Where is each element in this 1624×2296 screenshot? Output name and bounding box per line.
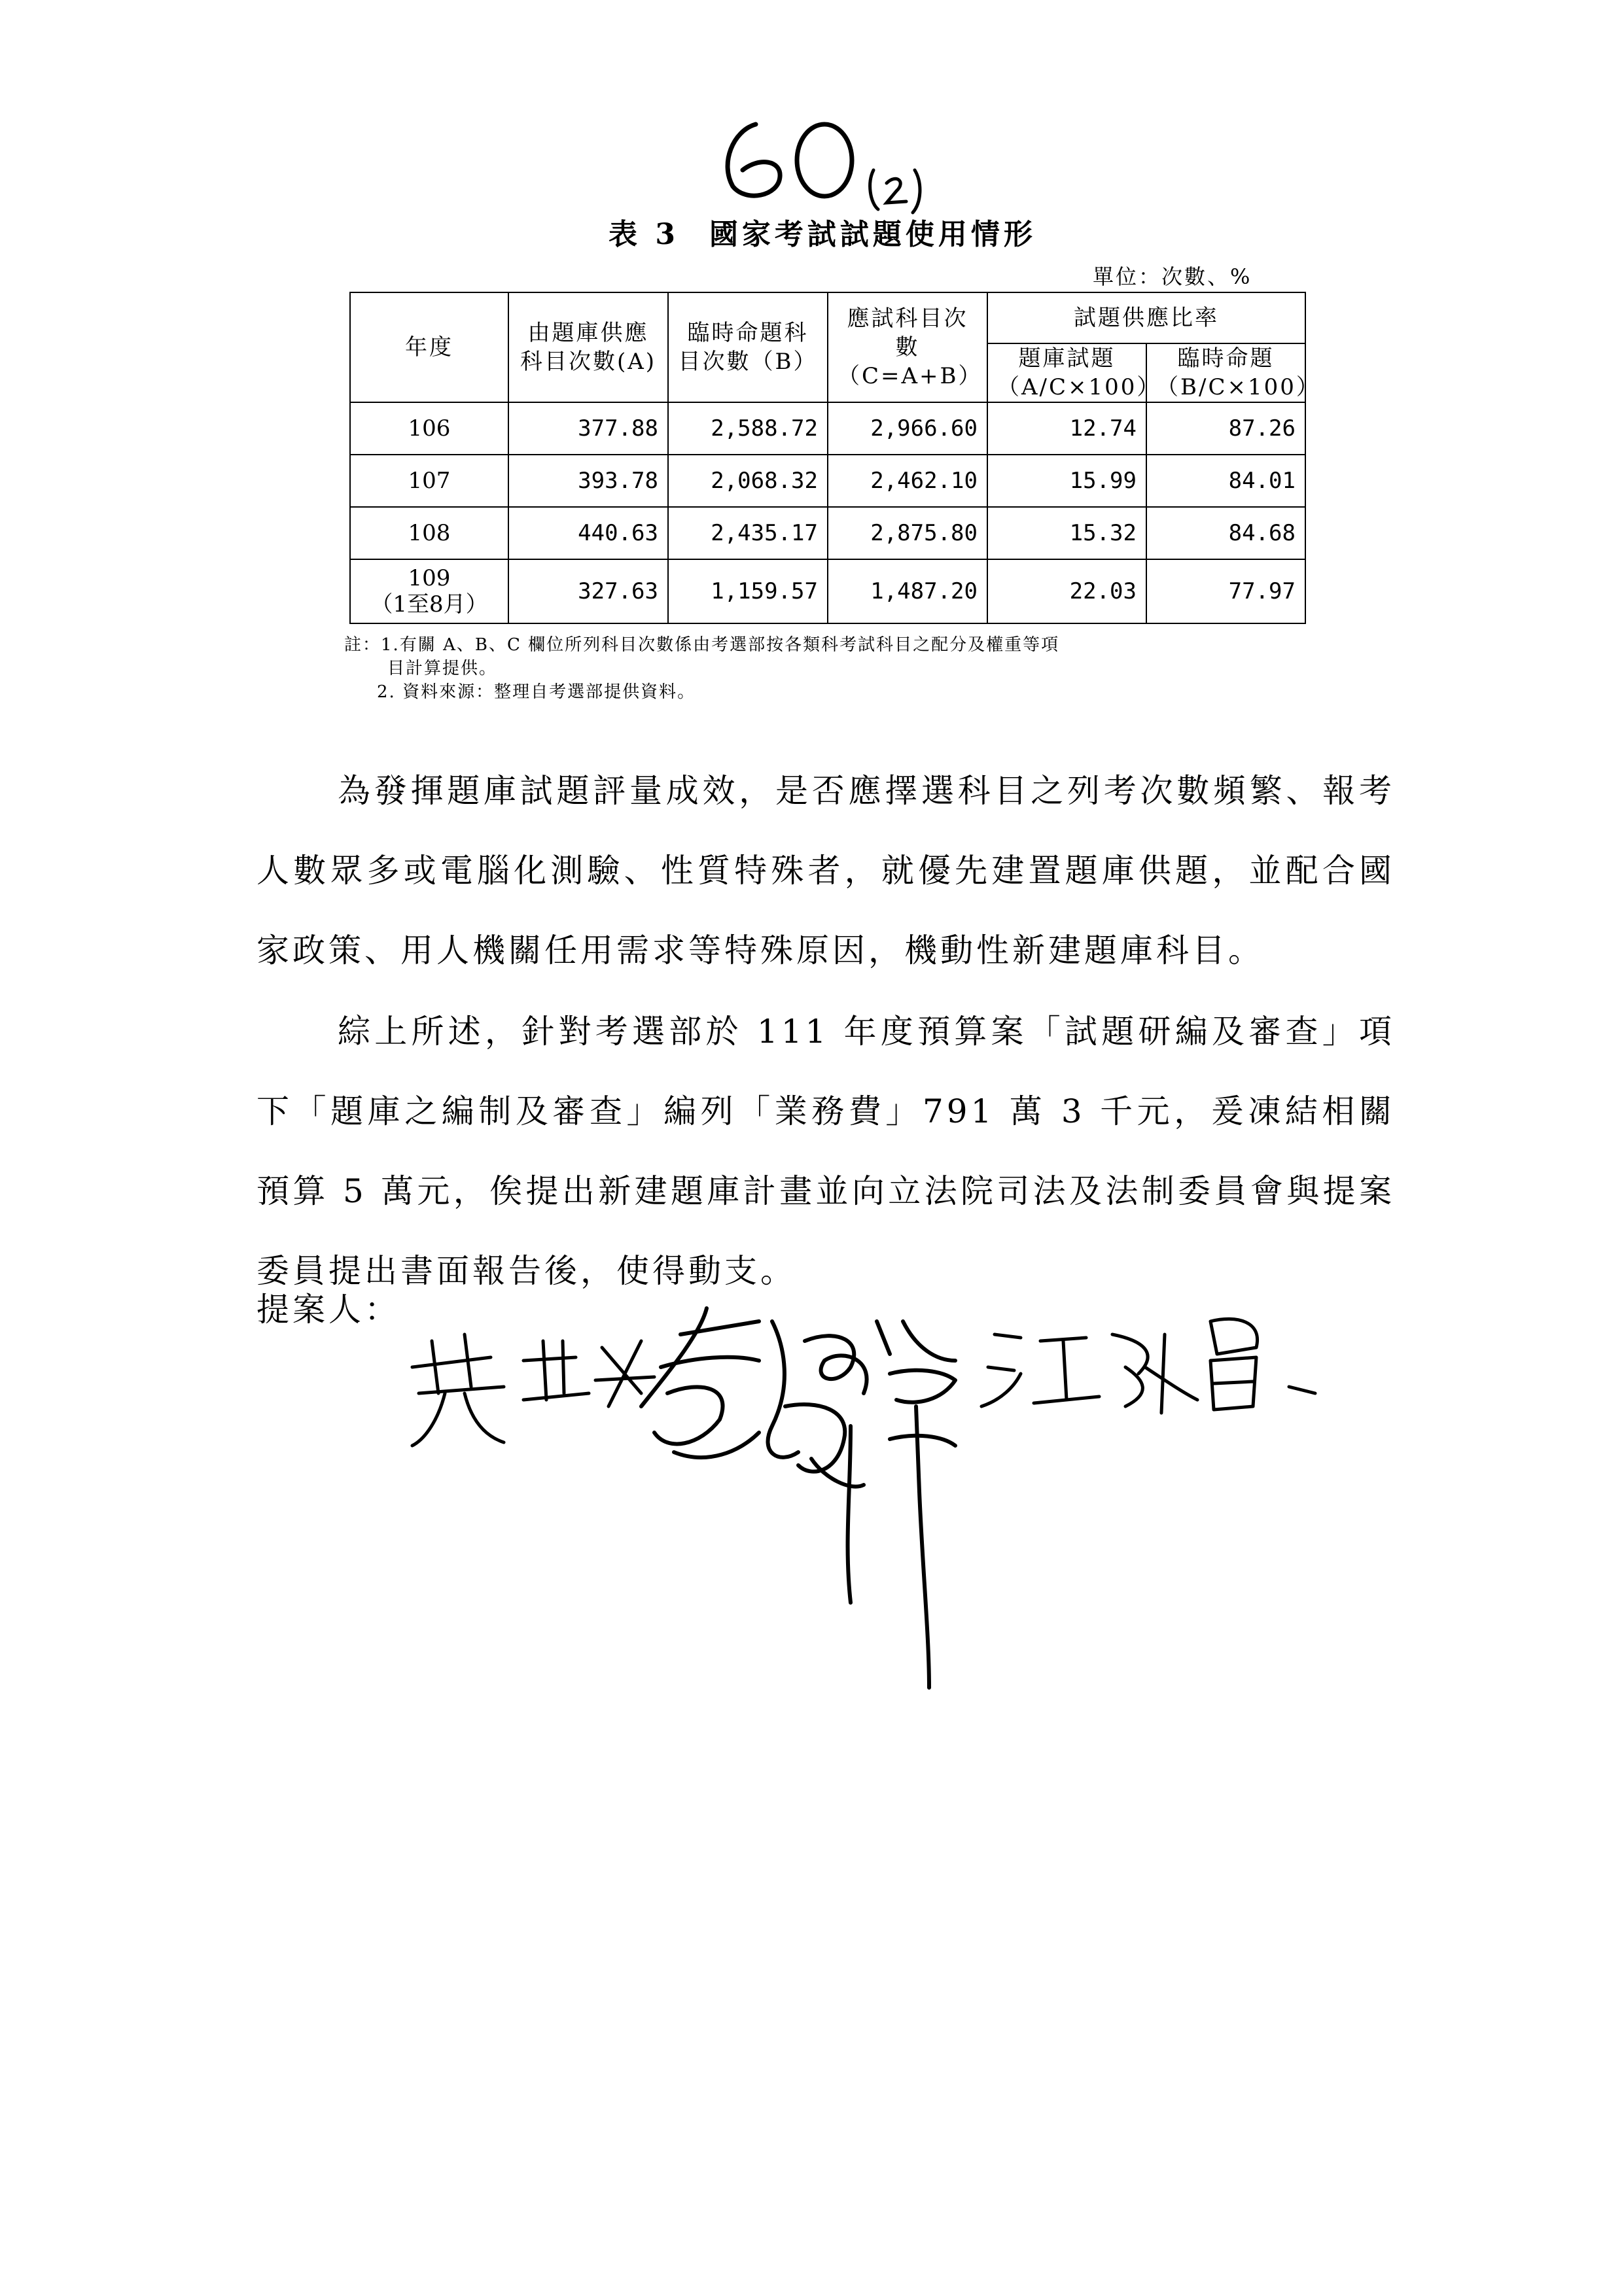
signature-3: [981, 1319, 1315, 1413]
note-1: [344, 633, 1313, 657]
signature-1: [412, 1334, 654, 1446]
header-year: 年度: [350, 292, 508, 402]
cell-bank-pct: 12.74: [987, 402, 1146, 455]
cell-year: 108: [350, 507, 508, 559]
header-adhoc: 臨時命題科目次數（B）: [668, 292, 828, 402]
table-title: [609, 211, 1036, 252]
table-row: [350, 402, 1305, 455]
cell-a: 393.78: [508, 455, 668, 507]
table-unit: 單位：次數、%: [1093, 264, 1252, 289]
cell-bank-pct: 15.99: [987, 455, 1146, 507]
cell-c: 1,487.20: [828, 559, 987, 623]
table-notes: [344, 633, 1313, 704]
cell-adhoc-pct: 87.26: [1146, 402, 1305, 455]
cell-adhoc-pct: 77.97: [1146, 559, 1305, 623]
table-row: [350, 507, 1305, 559]
cell-a: 440.63: [508, 507, 668, 559]
table-row: [350, 455, 1305, 507]
header-bank-supply: 由題庫供應科目次數(A): [508, 292, 668, 402]
header-ratio-adhoc-label: 臨時命題: [1177, 345, 1275, 372]
proposer-label: 提案人：: [256, 1291, 400, 1329]
handwritten-page-number: [707, 105, 942, 216]
cell-bank-pct: 15.32: [987, 507, 1146, 559]
body-paragraph-1: [256, 751, 1395, 990]
header-ratio-adhoc: [1146, 343, 1320, 402]
cell-b: 2,435.17: [668, 507, 828, 559]
header-ratio-adhoc-formula: （B/C×100）: [1156, 374, 1320, 400]
cell-c: 2,966.60: [828, 402, 987, 455]
paragraph-text: 綜上所述，針對考選部於 111 年度預算案「試題研編及審查」項下「題庫之編制及審查」編列「業務費」791 萬 3 千元，爰凍結相關預算 5 萬元，俟提出新建題庫計畫並向立法院司法及法制委員會與提案委員提出書面報告後，使得動支。: [256, 1013, 1395, 1290]
header-total: 應試科目次數（C=A+B）: [828, 292, 987, 402]
cell-b: 2,588.72: [668, 402, 828, 455]
header-ratio-bank: [987, 343, 1161, 402]
cell-bank-pct: 22.03: [987, 559, 1146, 623]
cell-year-note: （1至8月）: [370, 591, 488, 617]
cell-c: 2,462.10: [828, 455, 987, 507]
cell-year: 106: [350, 402, 508, 455]
cell-year: [350, 559, 508, 623]
header-ratio-group: 試題供應比率: [987, 292, 1305, 343]
cell-year: 107: [350, 455, 508, 507]
paragraph-text: 為發揮題庫試題評量成效，是否應擇選科目之列考次數頻繁、報考人數眾多或電腦化測驗、性質特殊者，就優先建置題庫供題，並配合國家政策、用人機關任用需求等特殊原因，機動性新建題庫科目。: [256, 772, 1395, 969]
note-2: 2. 資料來源：整理自考選部提供資料。: [377, 682, 696, 702]
cell-b: 2,068.32: [668, 455, 828, 507]
cell-year-value: 109: [408, 565, 451, 591]
note-1-continuation: 目計算提供。: [387, 659, 498, 678]
cell-b: 1,159.57: [668, 559, 828, 623]
cell-a: 327.63: [508, 559, 668, 623]
header-ratio-bank-label: 題庫試題: [1018, 345, 1116, 372]
note-1-prefix: 註：1.: [344, 635, 400, 655]
handwritten-signatures: [393, 1295, 1322, 1701]
cell-c: 2,875.80: [828, 507, 987, 559]
table-title-text: 國家考試試題使用情形: [709, 218, 1036, 251]
cell-adhoc-pct: 84.01: [1146, 455, 1305, 507]
exam-usage-table: [349, 292, 1320, 624]
header-ratio-bank-formula: （A/C×100）: [997, 374, 1161, 400]
note-1-text: 有關 A、B、C 欄位所列科目次數係由考選部按各類科考試科目之配分及權重等項: [399, 635, 1060, 655]
table-title-label: 表 3: [609, 218, 679, 251]
signature-2: [641, 1308, 955, 1688]
cell-a: 377.88: [508, 402, 668, 455]
table-row: [350, 559, 1305, 623]
body-paragraph-2: [256, 992, 1395, 1311]
cell-adhoc-pct: 84.68: [1146, 507, 1305, 559]
